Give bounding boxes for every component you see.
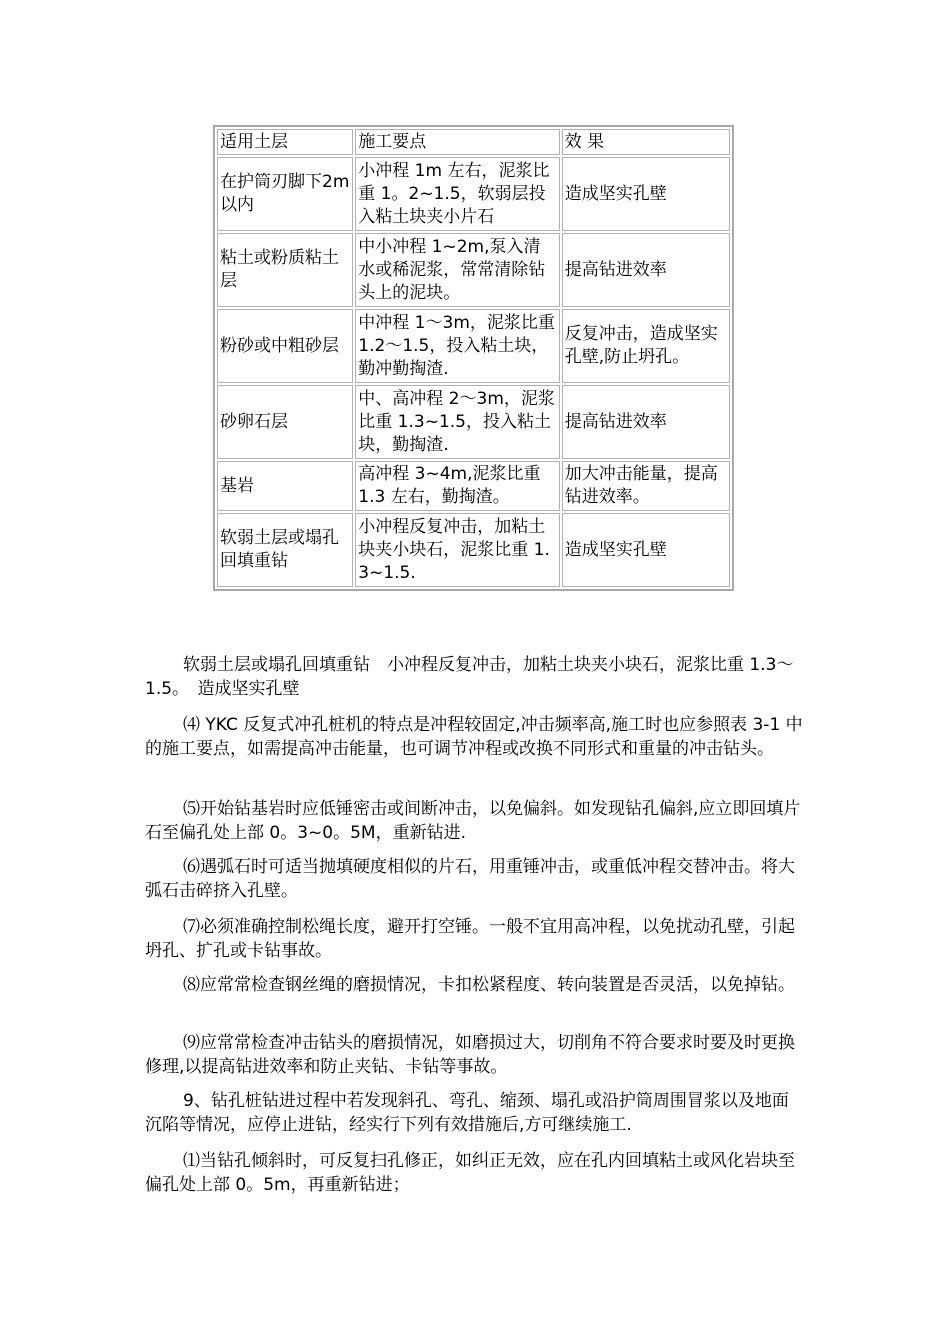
cell-soil: 粉砂或中粗砂层 xyxy=(217,309,353,383)
table-row xyxy=(217,309,730,383)
cell-method: 小冲程反复冲击，加粘土块夹小块石，泥浆比重 1.3~1.5. xyxy=(355,513,559,587)
cell-soil: 粘土或粉质粘土层 xyxy=(217,233,353,307)
table-row xyxy=(217,233,730,307)
cell-method: 中、高冲程 2～3m，泥浆比重 1.3~1.5，投入粘土块，勤掏渣. xyxy=(355,385,559,459)
cell-method: 中小冲程 1~2m,泵入清水或稀泥浆，常常清除钻头上的泥块。 xyxy=(355,233,559,307)
cell-method: 高冲程 3~4m,泥浆比重 1.3 左右，勤掏渣。 xyxy=(355,461,559,511)
cell-method: 小冲程 1m 左右，泥浆比重 1。2~1.5，软弱层投入粘土块夹小片石 xyxy=(355,157,559,231)
cell-effect: 造成坚实孔壁 xyxy=(562,157,730,231)
cell-effect: 提高钻进效率 xyxy=(562,233,730,307)
paragraph-item-5: ⑸开始钻基岩时应低锤密击或间断冲击，以免偏斜。如发现钻孔偏斜,应立即回填片石至偏孔处上部 0。3~0。5M，重新钻进. xyxy=(145,799,801,843)
construction-table xyxy=(213,125,734,591)
cell-effect: 造成坚实孔壁 xyxy=(562,513,730,587)
cell-effect: 反复冲击，造成坚实孔壁,防止坍孔。 xyxy=(562,309,730,383)
header-cell-effect: 效 果 xyxy=(562,129,730,155)
paragraph-section-9: 9、钻孔桩钻进过程中若发现斜孔、弯孔、缩颈、塌孔或沿护筒周围冒浆以及地面沉陷等情况，应停止进钻，经实行下列有效措施后,方可继续施工. xyxy=(145,1091,789,1135)
paragraph-item-8: ⑻应常常检查钢丝绳的磨损情况，卡扣松紧程度、转向装置是否灵活，以免掉钻。 xyxy=(183,975,795,995)
cell-soil: 在护筒刃脚下2m 以内 xyxy=(217,157,353,231)
cell-effect: 加大冲击能量，提高钻进效率。 xyxy=(562,461,730,511)
paragraph-item-6: ⑹遇弧石时可适当抛填硬度相似的片石，用重锤冲击，或重低冲程交替冲击。将大弧石击碎挤入孔壁。 xyxy=(145,857,795,901)
paragraph-summary: 软弱土层或塌孔回填重钻 小冲程反复冲击，加粘土块夹小块石，泥浆比重 1.3～1.5。 造成坚实孔壁 xyxy=(145,655,794,699)
table-row xyxy=(217,157,730,231)
table-header-row xyxy=(217,129,730,155)
cell-effect: 提高钻进效率 xyxy=(562,385,730,459)
table-row xyxy=(217,513,730,587)
paragraph-item-9: ⑼应常常检查冲击钻头的磨损情况，如磨损过大，切削角不符合要求时要及时更换修理,以提高钻进效率和防止夹钻、卡钻等事故。 xyxy=(145,1033,795,1077)
header-cell-soil: 适用土层 xyxy=(217,129,353,155)
cell-method: 中冲程 1～3m，泥浆比重 1.2～1.5，投入粘土块，勤冲勤掏渣. xyxy=(355,309,559,383)
header-cell-method: 施工要点 xyxy=(355,129,559,155)
paragraph-item-7: ⑺必须准确控制松绳长度，避开打空锤。一般不宜用高冲程，以免扰动孔壁，引起坍孔、扩孔或卡钻事故。 xyxy=(145,917,795,961)
cell-soil: 软弱土层或塌孔回填重钻 xyxy=(217,513,353,587)
paragraph-item-1: ⑴当钻孔倾斜时，可反复扫孔修正，如纠正无效，应在孔内回填粘土或风化岩块至偏孔处上部 0。5m，再重新钻进； xyxy=(145,1151,795,1195)
table-row xyxy=(217,385,730,459)
cell-soil: 基岩 xyxy=(217,461,353,511)
paragraph-item-4: ⑷ YKC 反复式冲孔桩机的特点是冲程较固定,冲击频率高,施工时也应参照表 3-1 中的施工要点，如需提高冲击能量，也可调节冲程或改换不同形式和重量的冲击钻头。 xyxy=(145,715,803,759)
table-row xyxy=(217,461,730,511)
cell-soil: 砂卵石层 xyxy=(217,385,353,459)
